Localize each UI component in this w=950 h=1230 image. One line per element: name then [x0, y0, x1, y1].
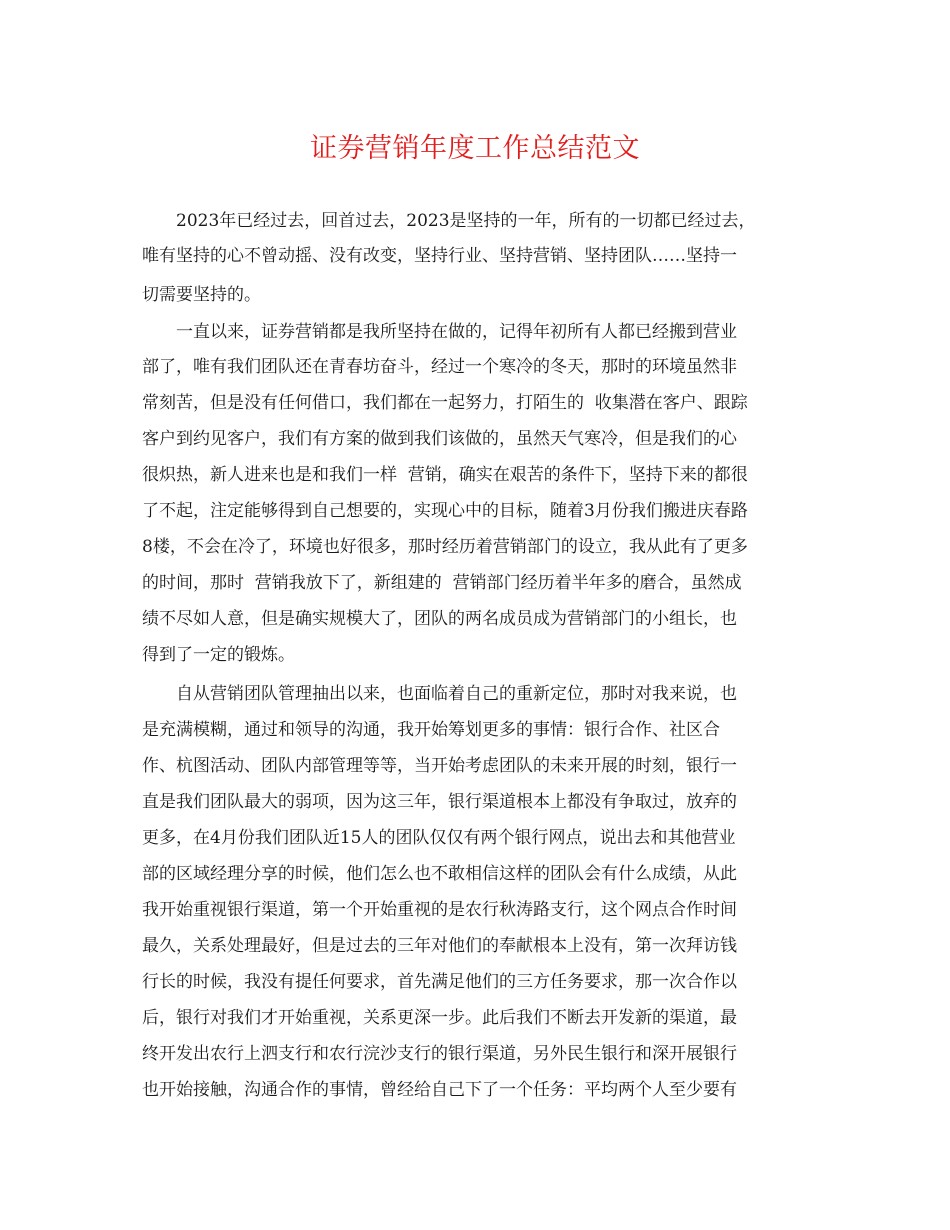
- paragraph-first-line: 自从营销团队管理抽出以来，也面临着自己的重新定位，那时对我来说，也: [176, 684, 737, 704]
- paragraph-line: 作、杭图活动、团队内部管理等等，当开始考虑团队的未来开展的时刻，银行一: [142, 756, 737, 776]
- paragraph-line: 终开发出农行上泗支行和农行浣沙支行的银行渠道，另外民生银行和深开展银行: [142, 1044, 737, 1064]
- paragraph-line: 8楼，不会在冷了，环境也好很多，那时经历着营销部门的设立，我从此有了更多: [142, 537, 748, 557]
- paragraph-line: 很炽热，新人进来也是和我们一样 营销，确实在艰苦的条件下，坚持下来的都很: [142, 465, 748, 485]
- paragraph-line: 也开始接触，沟通合作的事情，曾经给自己下了一个任务：平均两个人至少要有: [142, 1080, 737, 1100]
- paragraph-line: 切需要坚持的。: [142, 285, 261, 305]
- paragraph-line: 我开始重视银行渠道，第一个开始重视的是农行秋涛路支行，这个网点合作时间: [142, 900, 737, 920]
- paragraph-line: 最久，关系处理最好，但是过去的三年对他们的奉献根本上没有，第一次拜访钱: [142, 936, 737, 956]
- paragraph-first-line: 一直以来，证券营销都是我所坚持在做的，记得年初所有人都已经搬到营业: [176, 322, 737, 342]
- paragraph-line: 了不起，注定能够得到自己想要的，实现心中的目标，随着3月份我们搬进庆春路: [142, 501, 748, 521]
- paragraph-line: 绩不尽如人意，但是确实规模大了，团队的两名成员成为营销部门的小组长，也: [142, 609, 737, 629]
- paragraph-line: 是充满模糊，通过和领导的沟通，我开始筹划更多的事情：银行合作、社区合: [142, 720, 720, 740]
- document-title: 证券营销年度工作总结范文: [310, 133, 640, 164]
- paragraph-first-line: 2023年已经过去，回首过去，2023是坚持的一年，所有的一切都已经过去，: [176, 211, 756, 231]
- paragraph-line: 更多，在4月份我们团队近15人的团队仅仅有两个银行网点，说出去和其他营业: [142, 828, 736, 848]
- paragraph-line: 唯有坚持的心不曾动摇、没有改变，坚持行业、坚持营销、坚持团队……坚持一: [142, 246, 737, 266]
- paragraph-line: 常刻苦，但是没有任何借口，我们都在一起努力，打陌生的 收集潜在客户、跟踪: [142, 393, 748, 413]
- paragraph-line: 部了，唯有我们团队还在青春坊奋斗，经过一个寒冷的冬天，那时的环境虽然非: [142, 357, 737, 377]
- paragraph-line: 后，银行对我们才开始重视，关系更深一步。此后我们不断去开发新的渠道，最: [142, 1008, 737, 1028]
- paragraph-line: 行长的时候，我没有提任何要求，首先满足他们的三方任务要求，那一次合作以: [142, 972, 737, 992]
- paragraph-line: 得到了一定的锻炼。: [142, 645, 295, 665]
- paragraph-line: 客户到约见客户，我们有方案的做到我们该做的，虽然天气寒冷，但是我们的心: [142, 429, 737, 449]
- paragraph-line: 直是我们团队最大的弱项，因为这三年，银行渠道根本上都没有争取过，放弃的: [142, 792, 737, 812]
- paragraph-line: 的时间，那时 营销我放下了，新组建的 营销部门经历着半年多的磨合，虽然成: [142, 573, 742, 593]
- paragraph-line: 部的区域经理分享的时候，他们怎么也不敢相信这样的团队会有什么成绩，从此: [142, 864, 737, 884]
